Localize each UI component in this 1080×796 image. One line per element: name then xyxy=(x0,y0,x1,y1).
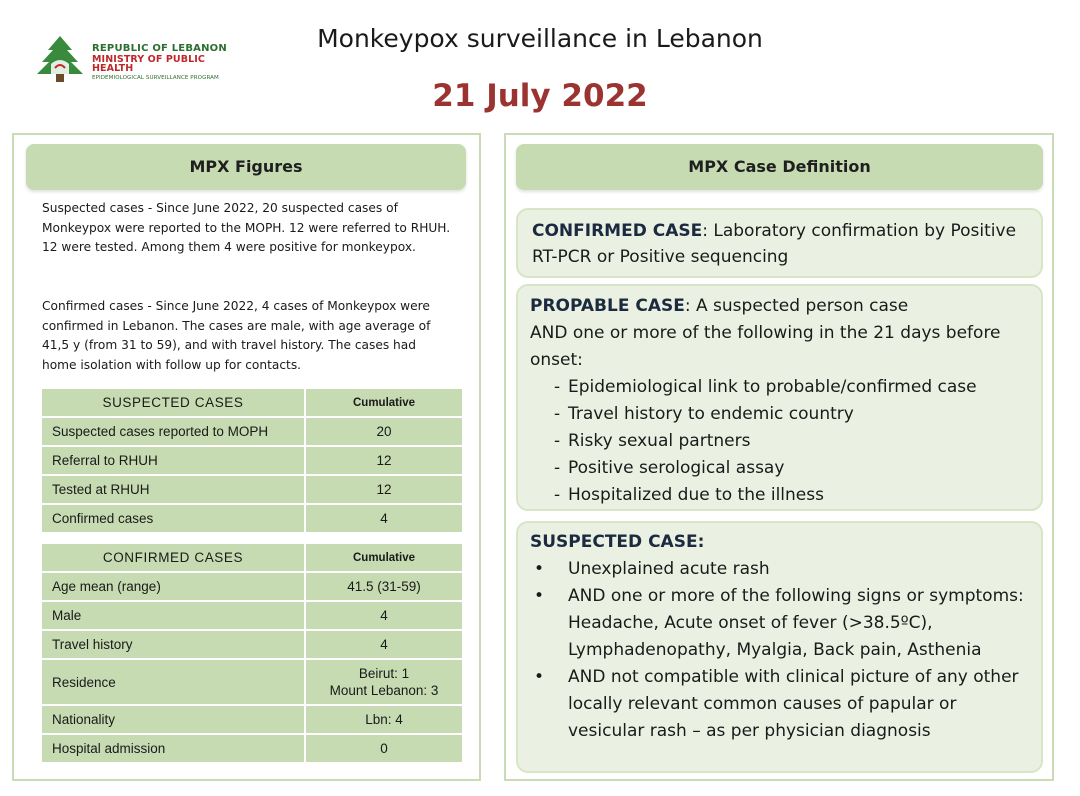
row-label: Hospital admission xyxy=(41,734,305,763)
row-value: 0 xyxy=(305,734,463,763)
row-label: Referral to RHUH xyxy=(41,446,305,475)
table-row xyxy=(41,601,463,630)
row-value: Lbn: 4 xyxy=(305,705,463,734)
list-item: - Risky sexual partners xyxy=(568,428,1029,455)
residence-mount-lebanon: Mount Lebanon: 3 xyxy=(329,683,439,698)
suspected-cases-heading: SUSPECTED CASES xyxy=(41,388,305,417)
probable-case-criteria: AND one or more of the following in the 21 days before onset: xyxy=(530,323,1001,370)
confirmed-cases-heading: CONFIRMED CASES xyxy=(41,543,305,572)
table-row xyxy=(41,705,463,734)
cumulative-heading: Cumulative xyxy=(305,543,463,572)
list-item: - Epidemiological link to probable/confirmed case xyxy=(568,374,1029,401)
probable-case-intro: : A suspected person case xyxy=(684,296,909,316)
list-item: • AND one or more of the following signs or symptoms: Headache, Acute onset of fever (>38.5ºC), Lymphadenopathy, Myalgia, Back pain, Asthenia xyxy=(568,583,1029,664)
page-title: Monkeypox surveillance in Lebanon xyxy=(317,24,763,53)
row-value: 12 xyxy=(305,475,463,504)
table-row xyxy=(41,417,463,446)
list-item: - Hospitalized due to the illness xyxy=(568,482,1029,509)
row-value: 20 xyxy=(305,417,463,446)
confirmed-case-title: CONFIRMED CASE xyxy=(532,221,703,241)
row-label: Male xyxy=(41,601,305,630)
cumulative-heading: Cumulative xyxy=(305,388,463,417)
suspected-cases-table xyxy=(40,387,464,534)
row-label: Confirmed cases xyxy=(41,504,305,533)
table-row xyxy=(41,630,463,659)
table-header-row xyxy=(41,388,463,417)
confirmed-case-text: : Laboratory confirmation by Positive RT-PCR or Positive sequencing xyxy=(532,221,1017,267)
logo-line-program: EPIDEMIOLOGICAL SURVEILLANCE PROGRAM xyxy=(92,75,219,82)
list-item: • AND not compatible with clinical picture of any other locally relevant common causes of papular or vesicular rash – as per physician diagnosis xyxy=(568,664,1029,745)
row-label: Travel history xyxy=(41,630,305,659)
row-value: 41.5 (31-59) xyxy=(305,572,463,601)
table-row xyxy=(41,475,463,504)
row-value: 12 xyxy=(305,446,463,475)
logo-line-republic: REPUBLIC OF LEBANON xyxy=(92,43,227,54)
table-row xyxy=(41,446,463,475)
residence-beirut: Beirut: 1 xyxy=(358,666,410,681)
probable-case-box xyxy=(516,284,1043,511)
report-date: 21 July 2022 xyxy=(432,78,648,114)
row-label: Tested at RHUH xyxy=(41,475,305,504)
suspected-case-box xyxy=(516,521,1043,773)
row-label: Suspected cases reported to MOPH xyxy=(41,417,305,446)
logo-line-ministry: MINISTRY OF PUBLIC HEALTH xyxy=(92,53,205,75)
confirmed-cases-paragraph: Confirmed cases - Since June 2022, 4 cases of Monkeypox were confirmed in Lebanon. The cases are male, with age average of 41,5 y (from 31 to 59), and with travel history. The cases had home isolation with follow up for contacts. xyxy=(42,299,431,372)
suspected-cases-paragraph: Suspected cases - Since June 2022, 20 suspected cases of Monkeypox were reported to the MOPH. 12 were referred to RHUH. 12 were tested. Among them 4 were positive for monkeypox. xyxy=(42,201,451,254)
table-row xyxy=(41,734,463,763)
mpx-figures-panel xyxy=(12,133,481,781)
probable-case-list xyxy=(568,374,1029,509)
suspected-case-title: SUSPECTED CASE: xyxy=(530,532,705,552)
table-row xyxy=(41,572,463,601)
row-value: 4 xyxy=(305,504,463,533)
list-item: - Positive serological assay xyxy=(568,455,1029,482)
case-definition-panel xyxy=(504,133,1054,781)
row-value xyxy=(305,659,463,705)
row-value: 4 xyxy=(305,601,463,630)
row-label: Residence xyxy=(41,659,305,705)
row-label: Nationality xyxy=(41,705,305,734)
table-header-row xyxy=(41,543,463,572)
table-row xyxy=(41,504,463,533)
probable-case-title: PROPABLE CASE xyxy=(530,296,685,316)
table-row xyxy=(41,659,463,705)
row-label: Age mean (range) xyxy=(41,572,305,601)
list-item: • Unexplained acute rash xyxy=(568,556,1029,583)
mpx-figures-header: MPX Figures xyxy=(26,144,466,190)
confirmed-case-box xyxy=(516,208,1043,278)
row-value: 4 xyxy=(305,630,463,659)
confirmed-cases-table xyxy=(40,542,464,764)
list-item: - Travel history to endemic country xyxy=(568,401,1029,428)
case-definition-header: MPX Case Definition xyxy=(516,144,1043,190)
suspected-case-list xyxy=(568,556,1029,745)
